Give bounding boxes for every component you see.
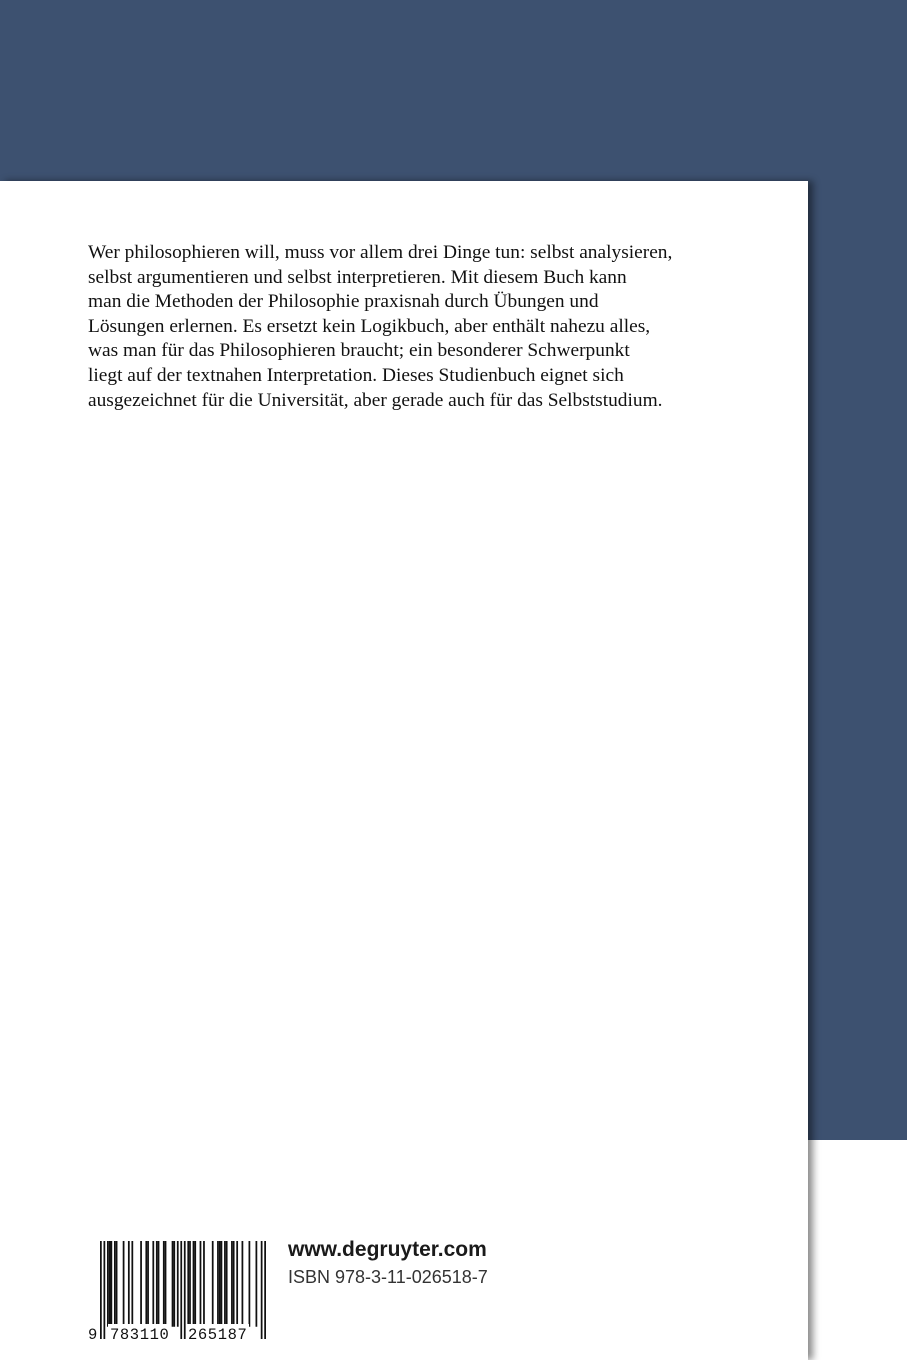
- blurb-line: man die Methoden der Philosophie praxisnah durch Übungen und: [88, 291, 599, 313]
- isbn-barcode: [88, 1241, 266, 1349]
- barcode-bar: [131, 1241, 133, 1327]
- barcode-bar: [145, 1241, 147, 1327]
- publisher-website: www.degruyter.com: [288, 1238, 487, 1261]
- barcode-bar: [165, 1241, 167, 1327]
- barcode-right-digits: 265187: [188, 1326, 248, 1344]
- barcode-bar: [236, 1241, 238, 1327]
- blurb-line: Lösungen erlernen. Es ersetzt kein Logikbuch, aber enthält nahezu alles,: [88, 315, 651, 337]
- barcode-bar: [110, 1241, 112, 1327]
- barcode-bar: [107, 1241, 109, 1327]
- barcode-bar: [158, 1241, 160, 1327]
- barcode-bar: [152, 1241, 154, 1327]
- barcode-bar: [219, 1241, 221, 1327]
- barcode-bar: [193, 1241, 195, 1327]
- blurb-line: ausgezeichnet für die Universität, aber gerade auch für das Selbststudium.: [88, 389, 663, 411]
- barcode-bar: [187, 1241, 189, 1327]
- barcode-bar: [163, 1241, 165, 1327]
- barcode-bar: [116, 1241, 118, 1327]
- barcode-bar: [212, 1241, 214, 1327]
- barcode-bar: [156, 1241, 158, 1327]
- barcode-left-digits: 783110: [110, 1326, 170, 1344]
- barcode-bar: [147, 1241, 149, 1327]
- barcode-bar: [200, 1241, 202, 1327]
- isbn-number: ISBN 978-3-11-026518-7: [288, 1267, 488, 1287]
- blurb-line: was man für das Philosophieren braucht; ein besonderer Schwerpunkt: [88, 340, 630, 362]
- barcode-bar: [123, 1241, 125, 1327]
- barcode-bar: [233, 1241, 235, 1327]
- barcode-bar: [226, 1241, 228, 1327]
- barcode-bar: [242, 1241, 244, 1327]
- barcode-digits: [88, 1324, 266, 1346]
- barcode-bar: [217, 1241, 219, 1327]
- barcode-bar: [231, 1241, 233, 1327]
- publisher-info: [288, 1237, 488, 1288]
- barcode-bar: [224, 1241, 226, 1327]
- barcode-bar: [173, 1241, 175, 1327]
- barcode-bar: [203, 1241, 205, 1327]
- barcode-bar: [172, 1241, 174, 1327]
- blurb-line: Wer philosophieren will, muss vor allem drei Dinge tun: selbst analysieren,: [88, 242, 673, 263]
- barcode-bar: [128, 1241, 130, 1327]
- barcode-bar: [177, 1241, 179, 1327]
- barcode-bar: [114, 1241, 116, 1327]
- blurb-line: liegt auf der textnahen Interpretation. Dieses Studienbuch eignet sich: [88, 364, 624, 386]
- barcode-bar: [249, 1241, 251, 1327]
- barcode-bar: [189, 1241, 191, 1327]
- barcode-bar: [256, 1241, 258, 1327]
- barcode-bar: [140, 1241, 142, 1327]
- blurb-text: [88, 241, 788, 413]
- barcode-bar: [194, 1241, 196, 1327]
- barcode-first-digit: 9: [88, 1326, 98, 1344]
- barcode-bar: [221, 1241, 223, 1327]
- blurb-line: selbst argumentieren und selbst interpretieren. Mit diesem Buch kann: [88, 266, 627, 288]
- barcode-bar: [109, 1241, 111, 1327]
